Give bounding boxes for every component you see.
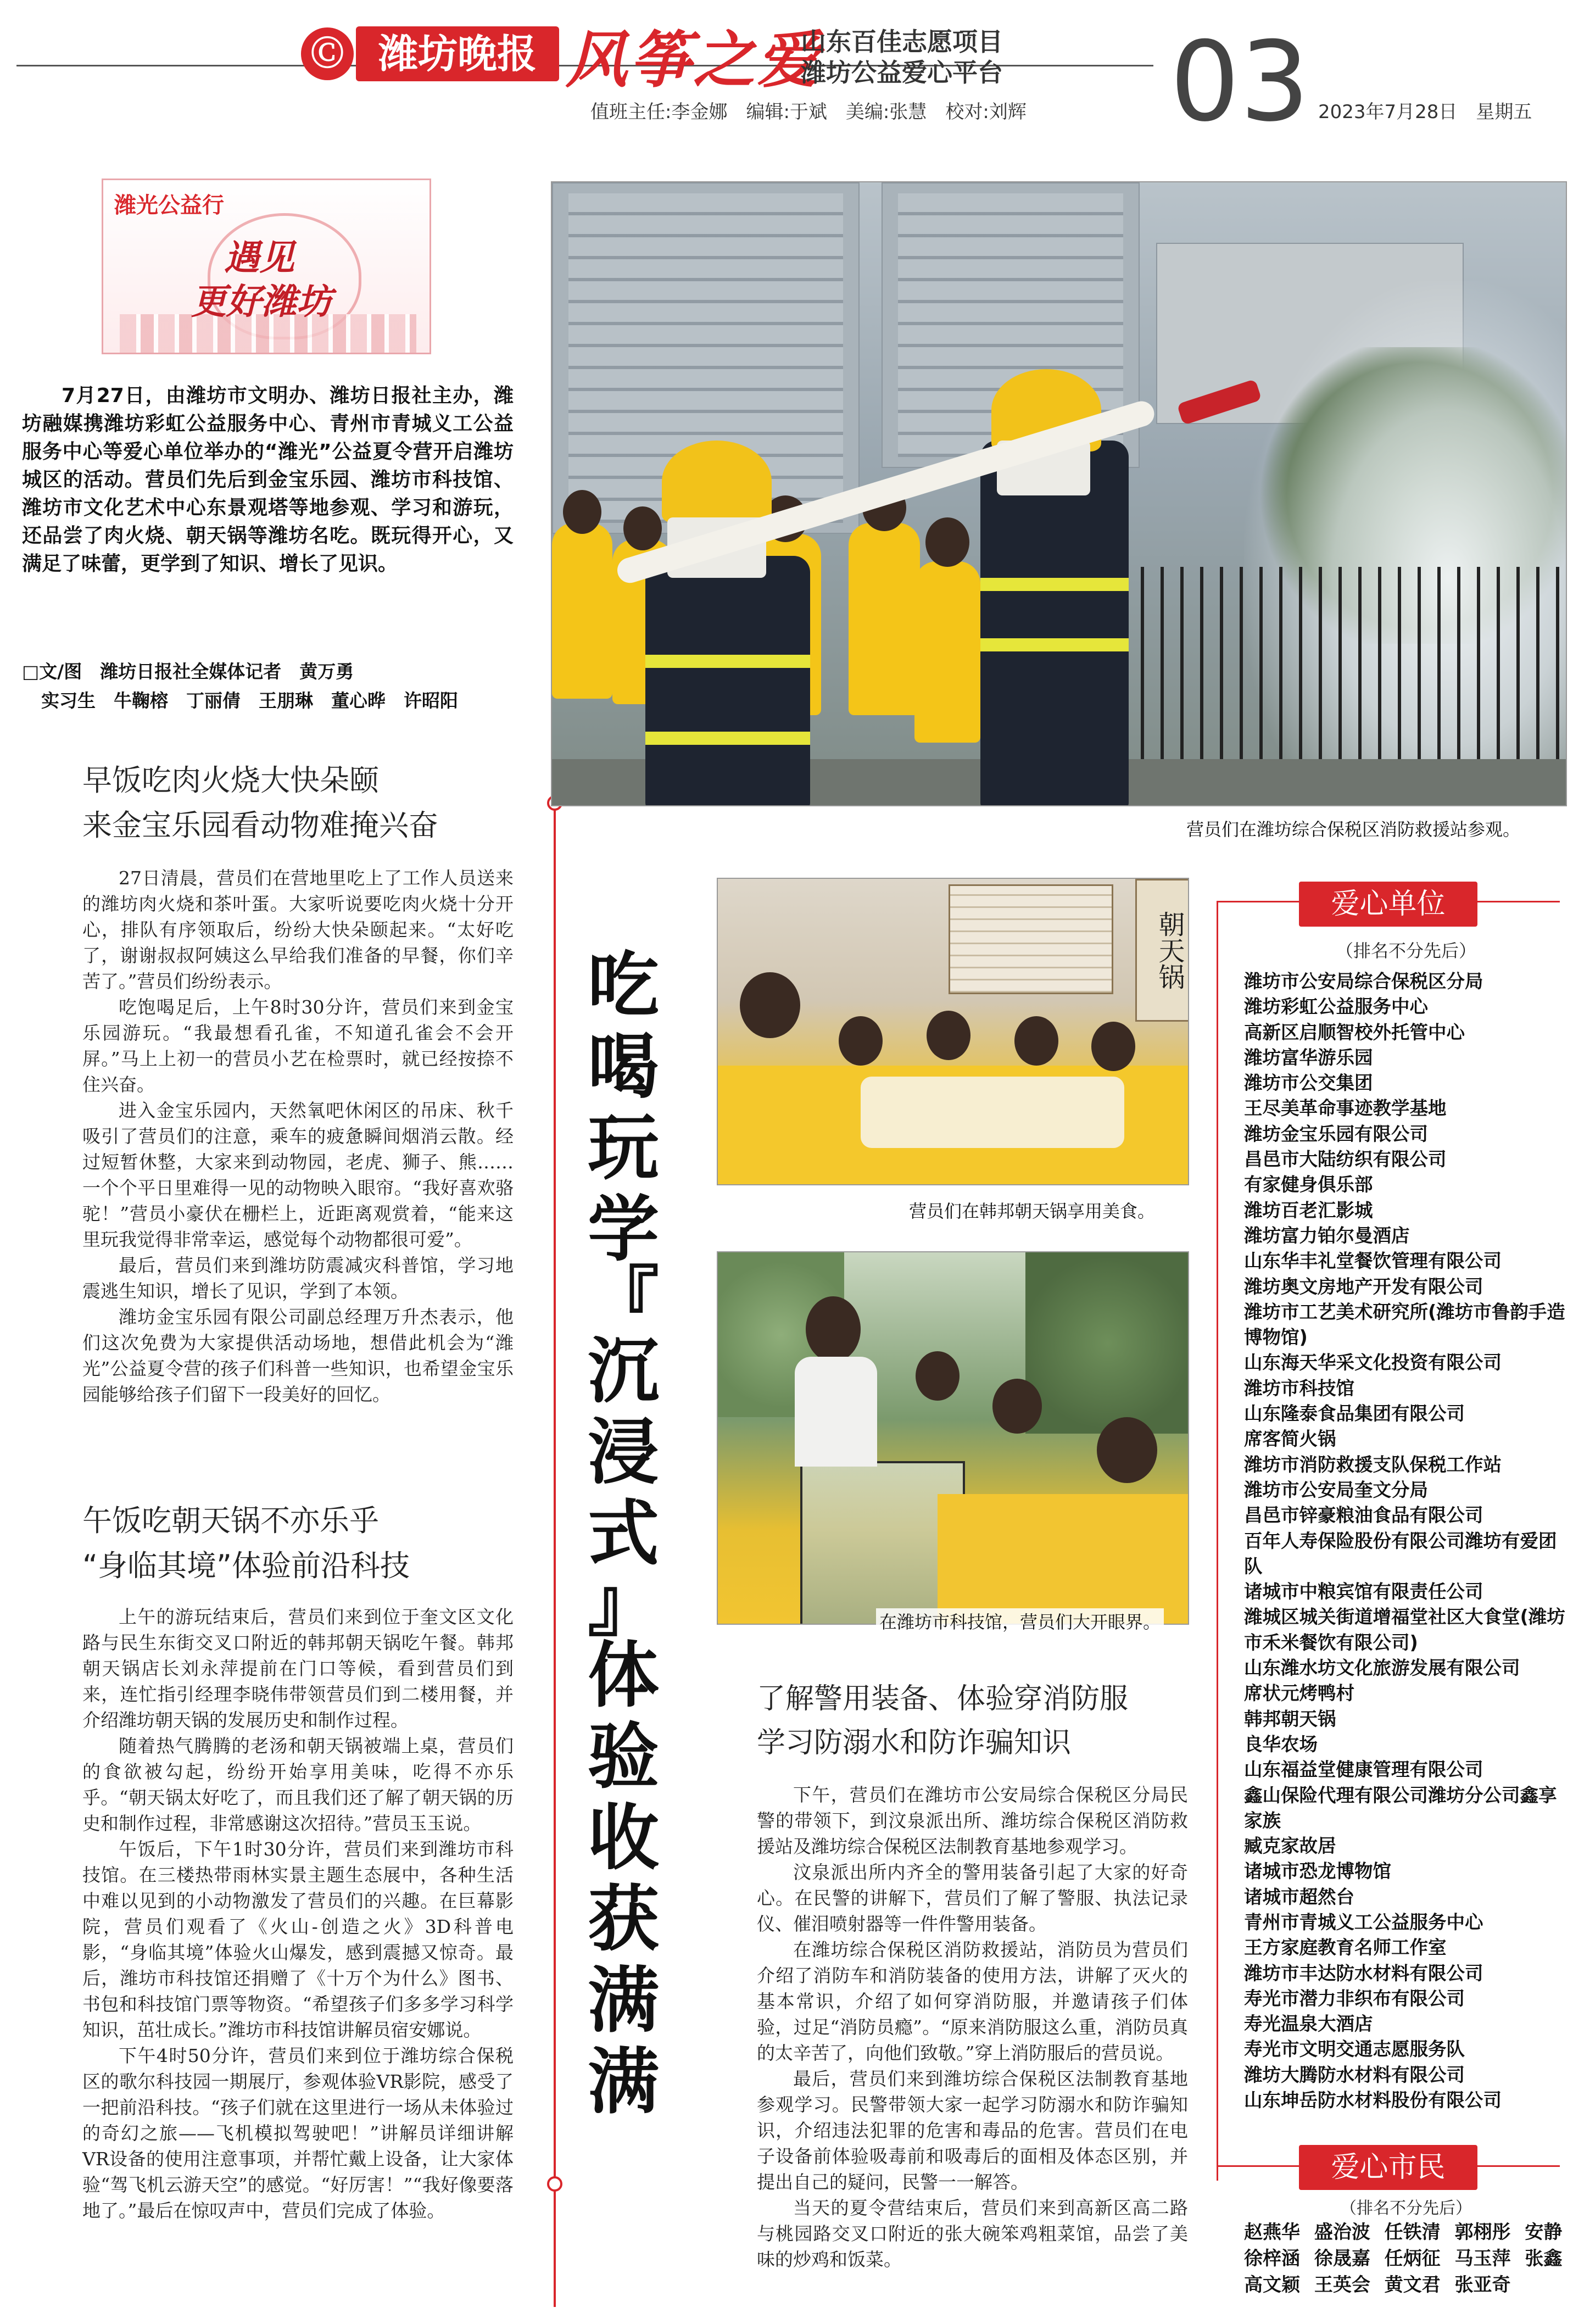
list-item: 潍坊市科技馆 (1244, 1377, 1354, 1399)
camper (849, 523, 920, 715)
list-item: 潍坊富力铂尔曼酒店 (1244, 1224, 1410, 1246)
list-item: 高新区启顺智校外托管中心 (1244, 1021, 1465, 1043)
section2-body (82, 1604, 514, 2223)
list-item: 潍坊奥文房地产开发有限公司 (1244, 1275, 1483, 1297)
list-item: 潍坊市丰达防水材料有限公司 (1244, 1962, 1483, 1984)
section2-paragraph: 随着热气腾腾的老汤和朝天锅被端上桌，营员们的食欲被勾起，纷纷开始享用美味，吃得不亦乐乎。“朝天锅太好吃了，而且我们还了解了朝天锅的历史和制作过程，非常感谢这次招待。”营员玉玉说。 (82, 1735, 514, 1834)
love-units-list (1244, 969, 1568, 2113)
list-item: 诸城市超然台 (1244, 1886, 1354, 1908)
list-item: 潍坊彩虹公益服务中心 (1244, 996, 1428, 1018)
section3-body (757, 1782, 1188, 2272)
staff-line: 值班主任:李金娜 编辑:于斌 美编:张慧 校对:刘辉 (590, 101, 1027, 123)
section1-paragraph: 吃饱喝足后，上午8时30分许，营员们来到金宝乐园游玩。“我最想看孔雀，不知道孔雀会不会开屏。”马上上初一的营员小艺在检票时，就已经按捺不住兴奋。 (82, 996, 514, 1095)
promo-logo (102, 179, 431, 354)
headline-char: 吃 (587, 943, 659, 1027)
list-item: 昌邑市大陆纺织有限公司 (1244, 1149, 1447, 1171)
person-head (1091, 1022, 1135, 1071)
person-head (839, 1016, 883, 1066)
person-head (1014, 1016, 1058, 1066)
list-item: 昌邑市锌豪粮油食品有限公司 (1244, 1504, 1483, 1526)
headline-char: 满 (587, 1958, 659, 2042)
headline-char: 体 (587, 1633, 659, 1717)
paper-name: 潍坊晚报 (356, 26, 559, 81)
camper-head (916, 1351, 960, 1401)
list-item: 寿光温泉大酒店 (1244, 2013, 1373, 2035)
divider-dot-bottom (547, 2176, 562, 2192)
headline-char: 收 (587, 1796, 659, 1880)
section3-title-2: 学习防溺水和防诈骗知识 (757, 1726, 1072, 1759)
headline-char: 满 (587, 2039, 659, 2124)
list-item: 山东潍水坊文化旅游发展有限公司 (1244, 1657, 1520, 1679)
section2-paragraph: 下午4时50分许，营员们来到位于潍坊综合保税区的歌尔科技园一期展厅，参观体验VR影院，感受了一把前沿科技。“孩子们就在这里进行一场从未体验过的奇幻之旅——飞机模拟驾驶吧！”讲解员详细讲解VR设备的使用注意事项，并帮忙戴上设备，让大家体验“驾飞机云游天空”的感觉。“好厉害！”“我好像要落地了。”最后在惊叹声中，营员们完成了体验。 (82, 2045, 514, 2221)
issue-date: 2023年7月28日 星期五 (1318, 101, 1532, 123)
restaurant-sign: 朝天锅 (1135, 879, 1189, 1022)
person-head (927, 1011, 970, 1060)
campers-in-yellow (938, 1494, 1189, 1625)
promo-line-2: 更好潍坊 (191, 281, 332, 322)
main-headline (582, 945, 665, 2122)
list-item: 潍坊富华游乐园 (1244, 1046, 1373, 1068)
list-item: 鑫山保险代理有限公司潍坊分公司鑫享家族 (1244, 1784, 1557, 1831)
tropical-plants (1025, 1252, 1189, 1434)
lead-paragraph: 7月27日，由潍坊市文明办、潍坊日报社主办，潍坊融媒携潍坊彩虹公益服务中心、青州市青城义工公益服务中心等爱心单位举办的“潍光”公益夏令营开启潍坊城区的活动。营员们先后到金宝乐园、潍坊市科技馆、潍坊市文化艺术中心东景观塔等地参观、学习和游玩，还品尝了肉火烧、朝天锅等潍坊名吃。既玩得开心，又满足了味蕾，更学到了知识、增长了见识。 (22, 384, 514, 575)
camper (914, 561, 980, 743)
list-item: 诸城市恐龙博物馆 (1244, 1860, 1391, 1882)
list-item: 潍坊市消防救援支队保税工作站 (1244, 1453, 1502, 1475)
column-divider (554, 802, 556, 2307)
list-item: 山东海天华采文化投资有限公司 (1244, 1352, 1502, 1374)
section2-title-1: 午饭吃朝天锅不亦乐乎 (82, 1503, 379, 1538)
photo1-caption: 营员们在潍坊综合保税区消防救援站参观。 (1186, 819, 1521, 840)
headline-char: 获 (587, 1877, 659, 1961)
list-item: 席状元烤鸭村 (1244, 1682, 1354, 1704)
list-item: 徐梓涵 徐晟嘉 任炳征 马玉萍 张鑫 (1244, 2248, 1563, 2270)
guide (795, 1357, 877, 1467)
masthead-subtitle-1: 山东百佳志愿项目 (801, 27, 1003, 57)
photo-fire-station (551, 181, 1567, 806)
list-item: 青州市青城义工公益服务中心 (1244, 1911, 1483, 1933)
list-item: 赵燕华 盛治波 任铁清 郭栩彤 安静 (1244, 2221, 1563, 2243)
love-units-title: 爱心单位 (1299, 882, 1477, 927)
section3-paragraph: 当天的夏令营结束后，营员们来到高新区高二路与桃园路交叉口附近的张大碗笨鸡粗菜馆，品尝了美味的炒鸡和饭菜。 (757, 2197, 1188, 2270)
section2-paragraph: 上午的游玩结束后，营员们来到位于奎文区文化路与民生东街交叉口附近的韩邦朝天锅吃午餐。韩邦朝天锅店长刘永萍提前在门口等候，看到营员们到来，连忙指引经理李晓伟带领营员们到二楼用餐，并介绍潍坊朝天锅的发展历史和制作过程。 (82, 1606, 514, 1731)
headline-char: 验 (587, 1714, 659, 1798)
section2-paragraph: 午饭后，下午1时30分许，营员们来到潍坊市科技馆。在三楼热带雨林实景主题生态展中，各种生活中难以见到的小动物激发了营员们的兴趣。在巨幕影院，营员们观看了《火山-创造之火》3D科普电影，“身临其境”体验火山爆发，感到震撼又惊奇。最后，潍坊市科技馆还捐赠了《十万个为什么》图书、书包和科技馆门票等物资。“希望孩子们多多学习科学知识，茁壮成长。”潍坊市科技馆讲解员宿安娜说。 (82, 1838, 514, 2041)
list-item: 诸城市中粮宾馆有限责任公司 (1244, 1581, 1483, 1603)
headline-char: 玩 (587, 1106, 659, 1190)
list-item: 臧克家故居 (1244, 1835, 1336, 1857)
section1-paragraph: 进入金宝乐园内，天然氧吧休闲区的吊床、秋千吸引了营员们的注意，乘车的疲惫瞬间烟消云散。经过短暂休整，大家来到动物园，老虎、狮子、熊……一个个平日里难得一见的动物映入眼帘。“我好喜欢骆驼！”营员小豪伏在栅栏上，近距离观赏着，“能来这里玩我觉得非常幸运，感觉每个动物都很可爱”。 (82, 1100, 514, 1250)
camper (552, 523, 612, 699)
love-citizens-note: （排名不分先后） (1340, 2199, 1472, 2218)
list-item: 山东华丰礼堂餐饮管理有限公司 (1244, 1250, 1502, 1272)
list-item: 寿光市潜力非织布有限公司 (1244, 1987, 1465, 2009)
fire-helmet-icon (662, 441, 772, 523)
section1-paragraph: 潍坊金宝乐园有限公司副总经理万升杰表示，他们这次免费为大家提供活动场地，想借此机会为“潍光”公益夏令营的孩子们科普一些知识，也希望金宝乐园能够给孩子们留下一段美好的回忆。 (82, 1306, 514, 1405)
section1-body (82, 865, 514, 1407)
camper-head (623, 506, 662, 550)
headline-char: 式 (587, 1491, 659, 1575)
list-item: 山东福益堂健康管理有限公司 (1244, 1759, 1483, 1781)
camper-head (563, 490, 601, 534)
list-item: 王方家庭教育名师工作室 (1244, 1937, 1447, 1959)
promo-tag: 潍光公益行 (114, 193, 224, 218)
list-item: 寿光市文明交通志愿服务队 (1244, 2038, 1465, 2060)
headline-char: 浸 (587, 1410, 659, 1494)
section3-title-1: 了解警用装备、体验穿消防服 (757, 1682, 1129, 1715)
list-item: 山东坤岳防水材料股份有限公司 (1244, 2089, 1502, 2111)
list-item: 山东隆泰食品集团有限公司 (1244, 1403, 1465, 1425)
firefighter (645, 556, 810, 806)
list-item: 潍坊大腾防水材料有限公司 (1244, 2064, 1465, 2086)
list-item: 席客简火锅 (1244, 1428, 1336, 1450)
headline-char: 沉 (587, 1329, 659, 1413)
reflective-stripe (980, 638, 1129, 651)
paper-logo-icon: Ⓒ (301, 27, 354, 80)
list-item: 良华农场 (1244, 1733, 1318, 1755)
reflective-stripe (980, 578, 1129, 591)
section1-title-2: 来金宝乐园看动物难掩兴奋 (82, 808, 438, 843)
camper-head (925, 517, 969, 567)
section1-title-1: 早饭吃肉火烧大快朵颐 (82, 763, 379, 798)
section3-paragraph: 汶泉派出所内齐全的警用装备引起了大家的好奇心。在民警的讲解下，营员们了解了警服、执法记录仪、催泪喷射器等一件件警用装备。 (757, 1862, 1188, 1935)
list-item: 百年人寿保险股份有限公司潍坊有爱团队 (1244, 1530, 1557, 1577)
section3-paragraph: 在潍坊综合保税区消防救援站，消防员为营员们介绍了消防车和消防装备的使用方法，讲解了灭火的基本常识，介绍了如何穿消防服，并邀请孩子们体验，过足“消防员瘾”。“原来消防服这么重，消防员真的太辛苦了，向他们致敬。”穿上消防服后的营员说。 (757, 1939, 1188, 2064)
camper-head (1097, 1417, 1157, 1483)
section1-paragraph: 27日清晨，营员们在营地里吃上了工作人员送来的潍坊肉火烧和茶叶蛋。大家听说要吃肉火烧十分开心，排队有序领取后，纷纷大快朵颐起来。“太好吃了，谢谢叔叔阿姨这么早给我们准备的早餐，你们辛苦了。”营员们纷纷表示。 (82, 867, 514, 992)
reflective-stripe (645, 655, 810, 668)
camper-head (992, 1379, 1042, 1434)
headline-char: 学 (587, 1187, 659, 1271)
byline: □文/图 潍坊日报社全媒体记者 黄万勇 (22, 661, 354, 682)
dining-table (861, 1077, 1124, 1148)
reflective-stripe (645, 732, 810, 745)
photo2-caption: 营员们在韩邦朝天锅享用美食。 (909, 1201, 1156, 1222)
wall-calligraphy (949, 884, 1113, 994)
byline-interns: 实习生 牛鞠榕 丁丽倩 王朋琳 董心晔 许昭阳 (41, 690, 458, 711)
photo-science-museum (717, 1251, 1189, 1625)
headline-char: 『 (587, 1258, 659, 1342)
column-title: 风筝之爱 (566, 24, 821, 96)
photo-restaurant (717, 878, 1189, 1185)
love-units-note: （排名不分先后） (1335, 940, 1476, 961)
photo3-caption: 在潍坊市科技馆，营员们大开眼界。 (876, 1608, 1164, 1634)
section2-title-2: “身临其境”体验前沿科技 (82, 1548, 410, 1583)
list-item: 潍城区城关街道增福堂社区大食堂(潍坊市禾米餐饮有限公司) (1244, 1606, 1565, 1653)
love-citizens-list (1244, 2219, 1573, 2298)
masthead-subtitle-2: 潍坊公益爱心平台 (801, 58, 1003, 87)
headline-char: 喝 (587, 1024, 659, 1108)
list-item: 韩邦朝天锅 (1244, 1708, 1336, 1730)
list-item: 有家健身俱乐部 (1244, 1174, 1373, 1196)
list-item: 潍坊金宝乐园有限公司 (1244, 1123, 1428, 1145)
list-item: 潍坊市公安局奎文分局 (1244, 1479, 1428, 1501)
section3-paragraph: 最后，营员们来到潍坊综合保税区法制教育基地参观学习。民警带领大家一起学习防溺水和防诈骗知识，介绍违法犯罪的危害和毒品的危害。营员们在电子设备前体验吸毒前和吸毒后的面相及体态区别，并提出自己的疑问，民警一一解答。 (757, 2068, 1188, 2193)
list-item: 王尽美革命事迹教学基地 (1244, 1097, 1447, 1119)
person-head (740, 972, 800, 1038)
list-item: 高文颖 王英会 黄文君 张亚奇 (1244, 2274, 1511, 2296)
guide-head (806, 1296, 861, 1362)
promo-line-1: 遇见 (224, 237, 294, 278)
section1-paragraph: 最后，营员们来到潍坊防震减灾科普馆，学习地震逃生知识，增长了见识，学到了本领。 (82, 1255, 514, 1302)
list-item: 潍坊百老汇影城 (1244, 1199, 1373, 1221)
love-citizens-title: 爱心市民 (1299, 2145, 1477, 2190)
list-item: 潍坊市工艺美术研究所(潍坊市鲁韵手造博物馆) (1244, 1301, 1565, 1348)
love-units-left-rule (1217, 901, 1218, 2181)
section3-paragraph: 下午，营员们在潍坊市公安局综合保税区分局民警的带领下，到汶泉派出所、潍坊综合保税区消防救援站及潍坊综合保税区法制教育基地参观学习。 (757, 1784, 1188, 1857)
headline-char: 』 (587, 1562, 659, 1646)
page-number: 03 (1170, 18, 1310, 146)
list-item: 潍坊市公安局综合保税区分局 (1244, 971, 1483, 992)
list-item: 潍坊市公交集团 (1244, 1072, 1373, 1094)
